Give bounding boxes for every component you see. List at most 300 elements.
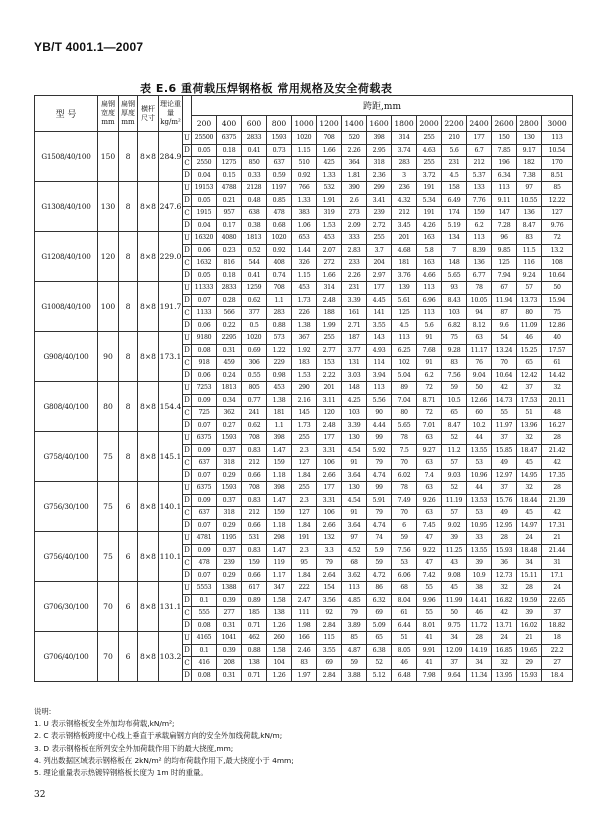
value-cell: 1593 <box>217 482 242 495</box>
value-cell: 34 <box>517 557 542 570</box>
load-type-cell: D <box>183 519 192 532</box>
value-cell: 1041 <box>217 632 242 645</box>
value-cell: 0.48 <box>242 194 267 207</box>
value-cell: 182 <box>517 157 542 170</box>
value-cell: 1813 <box>242 232 267 245</box>
value-cell: 283 <box>392 157 417 170</box>
header-span-value: 2000 <box>417 116 442 132</box>
load-type-cell: D <box>183 619 192 632</box>
value-cell: 52 <box>367 657 392 670</box>
value-cell: 37 <box>542 607 573 620</box>
value-cell: 163 <box>417 232 442 245</box>
value-cell: 42 <box>492 382 517 395</box>
value-cell: 9.76 <box>542 219 573 232</box>
value-cell: 7253 <box>192 382 217 395</box>
value-cell: 918 <box>192 357 217 370</box>
value-cell: 10.54 <box>542 144 573 157</box>
value-cell: 0.41 <box>242 269 267 282</box>
value-cell: 362 <box>217 407 242 420</box>
table-row <box>35 232 573 245</box>
value-cell: 49 <box>492 507 517 520</box>
value-cell: 7.98 <box>417 669 442 682</box>
value-cell: 25500 <box>192 132 217 145</box>
value-cell: 8.47 <box>517 219 542 232</box>
value-cell: 103 <box>442 307 467 320</box>
value-cell: 143 <box>367 332 392 345</box>
value-cell: 708 <box>267 282 292 295</box>
value-cell: 8.04 <box>392 594 417 607</box>
load-type-cell: U <box>183 382 192 395</box>
header-span-value: 1200 <box>317 116 342 132</box>
value-cell: 59 <box>442 382 467 395</box>
value-cell: 13.96 <box>517 419 542 432</box>
value-cell: 1133 <box>192 307 217 320</box>
value-cell: 298 <box>267 532 292 545</box>
value-cell: 83 <box>517 232 542 245</box>
value-cell: 97 <box>517 182 542 195</box>
value-cell: 0.68 <box>267 219 292 232</box>
value-cell: 273 <box>342 207 367 220</box>
value-cell: 7.5 <box>392 444 417 457</box>
value-cell: 0.05 <box>192 269 217 282</box>
value-cell: 1.47 <box>267 494 292 507</box>
value-cell: 3.31 <box>317 444 342 457</box>
value-cell: 11.72 <box>467 619 492 632</box>
value-cell: 0.1 <box>192 644 217 657</box>
value-cell: 55 <box>417 607 442 620</box>
value-cell: 1.47 <box>267 544 292 557</box>
value-cell: 1.97 <box>292 669 317 682</box>
value-cell: 99 <box>367 482 392 495</box>
value-cell: 174 <box>442 207 467 220</box>
value-cell: 22.65 <box>542 594 573 607</box>
value-cell: 28 <box>467 632 492 645</box>
bar-thickness-cell: 8 <box>119 132 138 182</box>
value-cell: 2.3 <box>292 494 317 507</box>
value-cell: 50 <box>442 607 467 620</box>
value-cell: 2833 <box>217 282 242 295</box>
value-cell: 0.92 <box>292 169 317 182</box>
value-cell: 12.42 <box>517 369 542 382</box>
value-cell: 5.09 <box>367 619 392 632</box>
value-cell: 0.05 <box>192 144 217 157</box>
value-cell: 28 <box>542 432 573 445</box>
value-cell: 2.3 <box>292 544 317 557</box>
value-cell: 2.64 <box>317 569 342 582</box>
header-span-value: 400 <box>217 116 242 132</box>
value-cell: 398 <box>267 432 292 445</box>
value-cell: 113 <box>367 382 392 395</box>
value-cell: 67 <box>492 282 517 295</box>
value-cell: 0.09 <box>192 394 217 407</box>
model-cell: G908/40/100 <box>35 332 98 382</box>
value-cell: 3.55 <box>367 319 392 332</box>
value-cell: 6.34 <box>492 169 517 182</box>
value-cell: 318 <box>217 507 242 520</box>
value-cell: 15.93 <box>492 544 517 557</box>
load-type-cell: D <box>183 294 192 307</box>
header-span: 跨距,mm <box>192 96 573 116</box>
value-cell: 80 <box>517 307 542 320</box>
value-cell: 12.22 <box>542 194 573 207</box>
value-cell: 6.2 <box>467 219 492 232</box>
header-span-value: 3000 <box>542 116 573 132</box>
value-cell: 2.97 <box>367 269 392 282</box>
value-cell: 4.54 <box>342 444 367 457</box>
value-cell: 364 <box>342 157 367 170</box>
value-cell: 12.95 <box>492 519 517 532</box>
value-cell: 0.06 <box>192 244 217 257</box>
value-cell: 4.63 <box>417 144 442 157</box>
load-type-cell: D <box>183 544 192 557</box>
value-cell: 408 <box>267 257 292 270</box>
load-type-cell: C <box>183 607 192 620</box>
value-cell: 1.47 <box>267 444 292 457</box>
value-cell: 33 <box>467 532 492 545</box>
value-cell: 9180 <box>192 332 217 345</box>
table-row <box>35 532 573 545</box>
value-cell: 9.17 <box>517 144 542 157</box>
value-cell: 39 <box>467 557 492 570</box>
value-cell: 7.28 <box>492 219 517 232</box>
value-cell: 6.2 <box>417 369 442 382</box>
value-cell: 3.55 <box>317 644 342 657</box>
value-cell: 43 <box>442 557 467 570</box>
value-cell: 11.19 <box>442 494 467 507</box>
value-cell: 398 <box>367 132 392 145</box>
value-cell: 103 <box>342 407 367 420</box>
load-type-cell: D <box>183 494 192 507</box>
value-cell: 13.95 <box>492 669 517 682</box>
bar-thickness-cell: 8 <box>119 382 138 432</box>
load-type-cell: U <box>183 282 192 295</box>
value-cell: 2.09 <box>342 219 367 232</box>
value-cell: 2833 <box>242 132 267 145</box>
value-cell: 12.97 <box>492 469 517 482</box>
value-cell: 2.36 <box>367 169 392 182</box>
value-cell: 6.06 <box>392 569 417 582</box>
value-cell: 13.24 <box>492 344 517 357</box>
value-cell: 65 <box>517 357 542 370</box>
value-cell: 1.44 <box>292 244 317 257</box>
value-cell: 125 <box>392 307 417 320</box>
value-cell: 31 <box>542 557 573 570</box>
value-cell: 127 <box>292 507 317 520</box>
value-cell: 4.68 <box>392 244 417 257</box>
value-cell: 2.84 <box>317 669 342 682</box>
value-cell: 37 <box>442 657 467 670</box>
value-cell: 3.62 <box>342 569 367 582</box>
value-cell: 2.6 <box>342 194 367 207</box>
value-cell: 19.65 <box>517 644 542 657</box>
value-cell: 0.41 <box>242 144 267 157</box>
value-cell: 3.31 <box>317 494 342 507</box>
value-cell: 83 <box>292 657 317 670</box>
value-cell: 3.39 <box>342 294 367 307</box>
value-cell: 0.83 <box>242 494 267 507</box>
value-cell: 8.43 <box>442 294 467 307</box>
value-cell: 3.64 <box>342 519 367 532</box>
value-cell: 0.74 <box>267 269 292 282</box>
value-cell: 637 <box>192 507 217 520</box>
value-cell: 49 <box>492 457 517 470</box>
value-cell: 32 <box>542 382 573 395</box>
value-cell: 1.92 <box>292 344 317 357</box>
value-cell: 15.11 <box>517 569 542 582</box>
value-cell: 462 <box>242 632 267 645</box>
value-cell: 277 <box>217 607 242 620</box>
value-cell: 75 <box>542 307 573 320</box>
value-cell: 50 <box>542 282 573 295</box>
value-cell: 12.66 <box>467 394 492 407</box>
value-cell: 1.53 <box>317 219 342 232</box>
value-cell: 139 <box>392 282 417 295</box>
value-cell: 3.76 <box>392 269 417 282</box>
value-cell: 22.2 <box>542 644 573 657</box>
value-cell: 16320 <box>192 232 217 245</box>
value-cell: 0.34 <box>217 394 242 407</box>
value-cell: 9.04 <box>467 369 492 382</box>
value-cell: 97 <box>342 532 367 545</box>
value-cell: 8.39 <box>467 244 492 257</box>
value-cell: 1.81 <box>342 169 367 182</box>
bar-thickness-cell: 6 <box>119 482 138 532</box>
value-cell: 47 <box>417 557 442 570</box>
value-cell: 92 <box>317 607 342 620</box>
value-cell: 2.66 <box>317 519 342 532</box>
weight-cell: 131.1 <box>159 582 183 632</box>
value-cell: 4.87 <box>342 644 367 657</box>
value-cell: 159 <box>267 457 292 470</box>
value-cell: 3.41 <box>367 194 392 207</box>
value-cell: 111 <box>292 607 317 620</box>
value-cell: 0.15 <box>217 169 242 182</box>
value-cell: 4.74 <box>367 519 392 532</box>
cross-bar-cell: 8×8 <box>138 232 159 282</box>
value-cell: 18.44 <box>517 494 542 507</box>
value-cell: 532 <box>317 182 342 195</box>
weight-cell: 154.4 <box>159 382 183 432</box>
value-cell: 63 <box>417 507 442 520</box>
value-cell: 708 <box>242 482 267 495</box>
value-cell: 708 <box>317 132 342 145</box>
value-cell: 96 <box>492 232 517 245</box>
value-cell: 377 <box>242 307 267 320</box>
value-cell: 10.95 <box>467 519 492 532</box>
value-cell: 4.32 <box>392 194 417 207</box>
note-item: 1. U 表示钢格板安全外加均布荷载,kN/m²; <box>34 719 175 729</box>
value-cell: 4.44 <box>367 419 392 432</box>
value-cell: 104 <box>267 657 292 670</box>
value-cell: 0.08 <box>192 619 217 632</box>
value-cell: 333 <box>342 232 367 245</box>
value-cell: 154 <box>317 582 342 595</box>
value-cell: 531 <box>242 532 267 545</box>
value-cell: 48 <box>542 407 573 420</box>
value-cell: 0.83 <box>242 444 267 457</box>
load-type-cell: D <box>183 444 192 457</box>
value-cell: 11.2 <box>442 444 467 457</box>
value-cell: 42 <box>542 507 573 520</box>
value-cell: 2.48 <box>317 294 342 307</box>
value-cell: 0.77 <box>242 394 267 407</box>
value-cell: 163 <box>417 257 442 270</box>
value-cell: 1.98 <box>292 619 317 632</box>
load-type-cell: D <box>183 269 192 282</box>
value-cell: 14.19 <box>467 644 492 657</box>
bar-thickness-cell: 8 <box>119 332 138 382</box>
value-cell: 44 <box>467 432 492 445</box>
value-cell: 53 <box>392 557 417 570</box>
value-cell: 306 <box>242 357 267 370</box>
value-cell: 47 <box>417 532 442 545</box>
value-cell: 14.95 <box>517 469 542 482</box>
value-cell: 130 <box>342 432 367 445</box>
load-type-cell: C <box>183 507 192 520</box>
value-cell: 233 <box>342 257 367 270</box>
value-cell: 131 <box>342 357 367 370</box>
value-cell: 239 <box>217 557 242 570</box>
note-item: 4. 列出数据区域表示钢格板在 2kN/m² 的均布荷载作用下,最大挠度小于 4mm; <box>34 755 294 765</box>
value-cell: 4.52 <box>342 544 367 557</box>
bar-height-cell: 130 <box>98 182 119 232</box>
value-cell: 2.84 <box>317 619 342 632</box>
bar-height-cell: 75 <box>98 482 119 532</box>
weight-cell: 284.9 <box>159 132 183 182</box>
load-type-cell: U <box>183 432 192 445</box>
bar-height-cell: 120 <box>98 232 119 282</box>
value-cell: 21.44 <box>542 544 573 557</box>
value-cell: 4080 <box>217 232 242 245</box>
value-cell: 17.53 <box>517 394 542 407</box>
value-cell: 4781 <box>192 532 217 545</box>
value-cell: 6.25 <box>392 344 417 357</box>
load-type-cell: D <box>183 394 192 407</box>
value-cell: 5.34 <box>417 194 442 207</box>
value-cell: 15.25 <box>517 344 542 357</box>
value-cell: 0.22 <box>217 319 242 332</box>
value-cell: 0.27 <box>217 419 242 432</box>
value-cell: 6375 <box>192 482 217 495</box>
load-type-cell: C <box>183 557 192 570</box>
value-cell: 10.2 <box>467 419 492 432</box>
value-cell: 0.37 <box>217 544 242 557</box>
value-cell: 0.06 <box>192 319 217 332</box>
value-cell: 50 <box>467 382 492 395</box>
value-cell: 3.94 <box>367 369 392 382</box>
value-cell: 14.41 <box>467 594 492 607</box>
value-cell: 8.51 <box>542 169 573 182</box>
load-type-cell: D <box>183 219 192 232</box>
value-cell: 79 <box>367 507 392 520</box>
value-cell: 53 <box>467 507 492 520</box>
value-cell: 127 <box>292 457 317 470</box>
cross-bar-cell: 8×8 <box>138 632 159 682</box>
value-cell: 708 <box>242 432 267 445</box>
value-cell: 5.9 <box>367 544 392 557</box>
value-cell: 805 <box>242 382 267 395</box>
value-cell: 181 <box>267 407 292 420</box>
value-cell: 46 <box>467 607 492 620</box>
bar-height-cell: 90 <box>98 332 119 382</box>
notes <box>34 706 574 779</box>
value-cell: 9.26 <box>417 494 442 507</box>
value-cell: 11.99 <box>442 594 467 607</box>
value-cell: 177 <box>367 282 392 295</box>
value-cell: 108 <box>542 257 573 270</box>
value-cell: 6.32 <box>367 594 392 607</box>
value-cell: 11.5 <box>517 244 542 257</box>
value-cell: 9.22 <box>417 544 442 557</box>
weight-cell: 110.1 <box>159 532 183 582</box>
standard-code: YB/T 4001.1—2007 <box>34 40 144 54</box>
load-table <box>34 95 573 682</box>
value-cell: 16.82 <box>492 594 517 607</box>
load-type-cell: D <box>183 644 192 657</box>
value-cell: 4.74 <box>367 469 392 482</box>
cross-bar-cell: 8×8 <box>138 132 159 182</box>
value-cell: 383 <box>292 207 317 220</box>
value-cell: 0.09 <box>192 494 217 507</box>
value-cell: 161 <box>342 307 367 320</box>
value-cell: 1.1 <box>267 294 292 307</box>
value-cell: 398 <box>267 482 292 495</box>
value-cell: 326 <box>292 257 317 270</box>
value-cell: 52 <box>442 482 467 495</box>
value-cell: 79 <box>317 557 342 570</box>
value-cell: 106 <box>317 507 342 520</box>
value-cell: 0.62 <box>242 419 267 432</box>
value-cell: 0.31 <box>217 344 242 357</box>
value-cell: 158 <box>442 182 467 195</box>
value-cell: 3.11 <box>317 394 342 407</box>
value-cell: 51 <box>517 407 542 420</box>
value-cell: 28 <box>517 582 542 595</box>
value-cell: 63 <box>417 482 442 495</box>
value-cell: 75 <box>442 332 467 345</box>
value-cell: 3.45 <box>392 219 417 232</box>
header-span-value: 200 <box>192 116 217 132</box>
value-cell: 318 <box>367 157 392 170</box>
value-cell: 637 <box>192 457 217 470</box>
value-cell: 2.66 <box>317 469 342 482</box>
note-item: 5. 理论重量表示热镀锌钢格板长度为 1m 时的重量。 <box>34 768 208 778</box>
value-cell: 255 <box>317 332 342 345</box>
value-cell: 3.88 <box>342 669 367 682</box>
header-weight: 理论重量 kg/m² <box>159 96 183 132</box>
value-cell: 1.06 <box>292 219 317 232</box>
value-cell: 61 <box>542 357 573 370</box>
value-cell: 299 <box>367 182 392 195</box>
value-cell: 212 <box>467 157 492 170</box>
value-cell: 226 <box>292 307 317 320</box>
value-cell: 37 <box>517 382 542 395</box>
value-cell: 6.38 <box>367 644 392 657</box>
load-type-cell: D <box>183 669 192 682</box>
value-cell: 10.64 <box>542 269 573 282</box>
value-cell: 3.89 <box>342 619 367 632</box>
load-type-cell: C <box>183 357 192 370</box>
value-cell: 32 <box>517 482 542 495</box>
value-cell: 5.37 <box>467 169 492 182</box>
value-cell: 459 <box>217 357 242 370</box>
value-cell: 14.73 <box>492 394 517 407</box>
value-cell: 94 <box>467 307 492 320</box>
load-type-cell: U <box>183 582 192 595</box>
value-cell: 93 <box>442 282 467 295</box>
table-row <box>35 432 573 445</box>
value-cell: 9.11 <box>492 194 517 207</box>
